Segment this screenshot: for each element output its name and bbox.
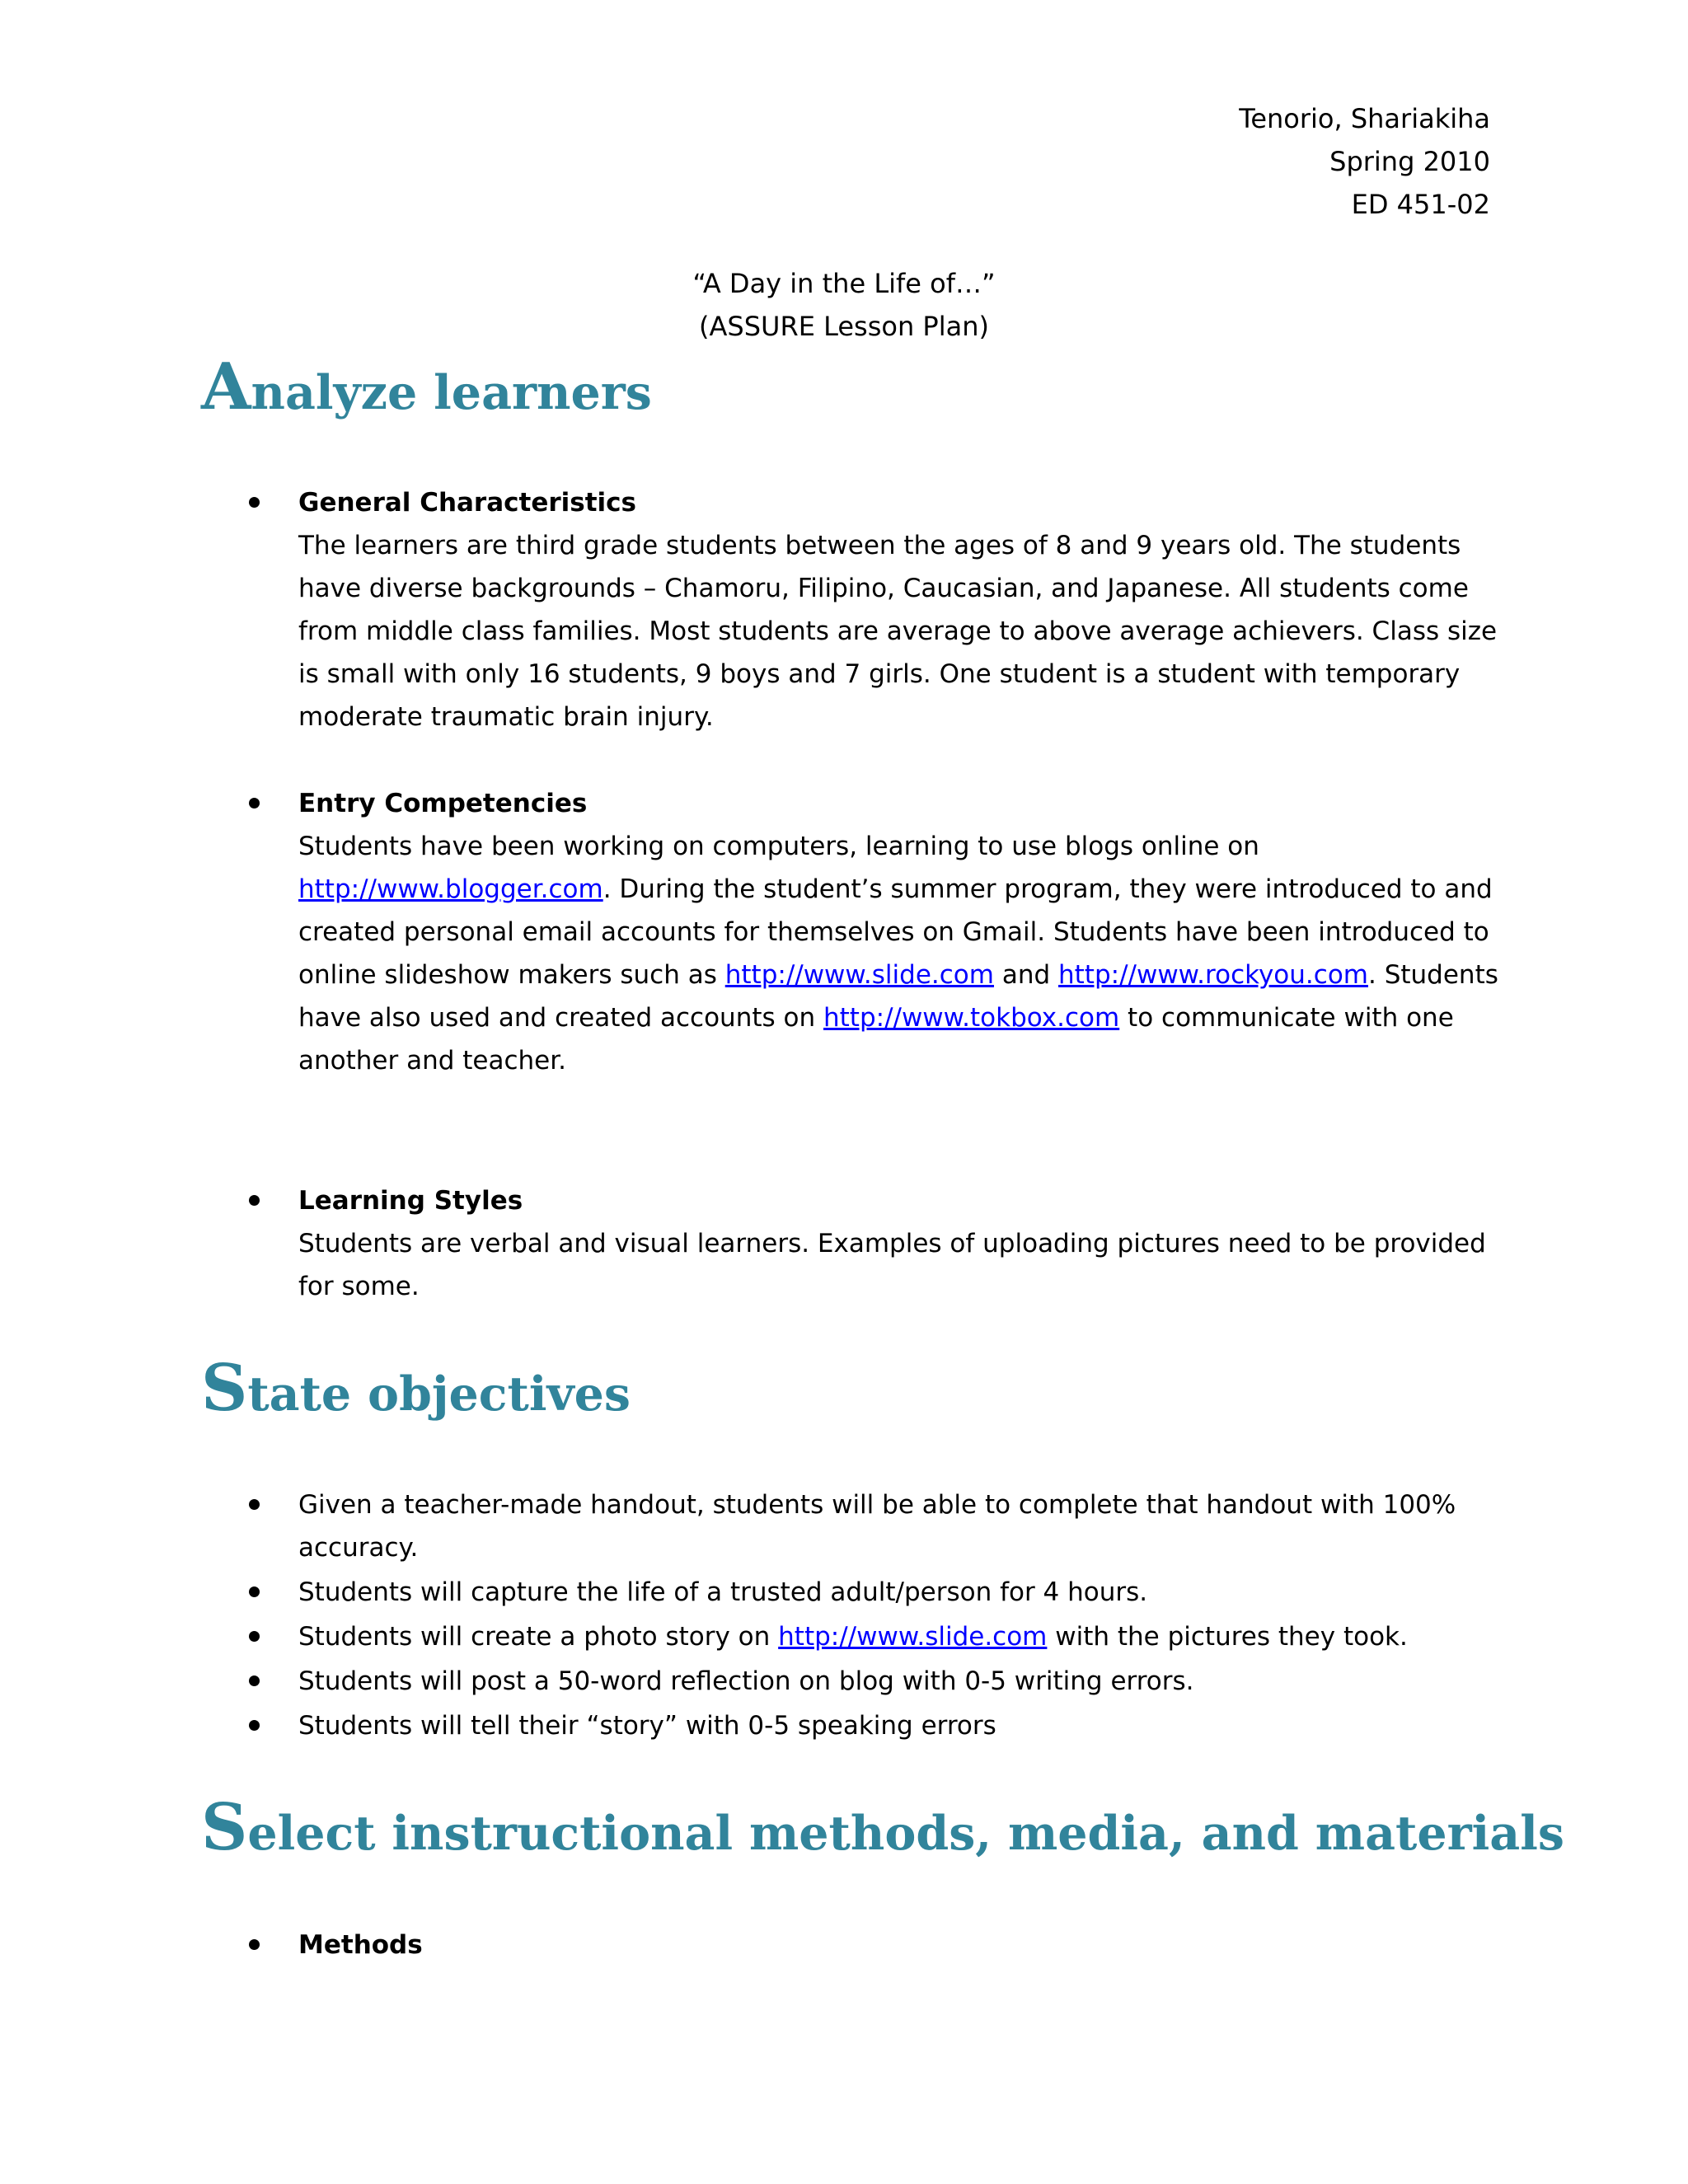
slide-link[interactable]: http://www.slide.com	[778, 1622, 1048, 1652]
list-item-learning-styles	[298, 1179, 1502, 1308]
item-body: The learners are third grade students between the ages of 8 and 9 years old. The students have diverse backgrounds – Chamoru, Filipino, Caucasian, and Japanese. All students come from middle class families. Most students are average to above average achievers. Class size is small with only 16 students, 9 boys and 7 girls. One student is a student with temporary moderate traumatic brain injury.	[298, 531, 1498, 732]
text-segment: . Students have also used and created accounts on	[298, 960, 1498, 1033]
text-segment: . During the student’s summer program, they were introduced to and created personal email accounts for themselves on Gmail. Students have been introduced to online slideshow makers such as	[298, 874, 1493, 990]
item-body	[298, 825, 1502, 1082]
bullet-icon	[247, 1924, 264, 1966]
objective-item: Students will post a 50-word reflection on blog with 0-5 writing errors.	[298, 1666, 1194, 1696]
tokbox-link[interactable]: http://www.tokbox.com	[823, 1003, 1120, 1033]
heading-text: tate objectives	[247, 1366, 631, 1422]
bullet-icon	[247, 481, 264, 524]
course-code: ED 451-02	[1351, 189, 1490, 220]
heading-select-methods	[201, 1790, 1564, 1867]
blogger-link[interactable]: http://www.blogger.com	[298, 874, 603, 904]
objective-item: Students will tell their “story” with 0-5 speaking errors	[298, 1711, 996, 1741]
heading-state-objectives	[201, 1351, 631, 1427]
bullet-icon	[247, 1571, 264, 1614]
text-segment: with the pictures they took.	[1047, 1622, 1408, 1652]
list-item-entry-competencies	[298, 782, 1502, 1082]
author-header	[1239, 97, 1490, 226]
bullet-icon	[247, 1483, 264, 1526]
text-segment: and	[993, 960, 1058, 990]
item-title: General Characteristics	[298, 488, 636, 518]
objective-item: Given a teacher-made handout, students will be able to complete that handout with 100% accuracy.	[298, 1490, 1456, 1563]
author-name: Tenorio, Shariakiha	[1239, 103, 1490, 134]
item-title: Entry Competencies	[298, 789, 588, 818]
term: Spring 2010	[1329, 146, 1490, 177]
bullet-icon	[247, 782, 264, 825]
item-title: Learning Styles	[298, 1186, 523, 1216]
heading-initial: A	[201, 349, 251, 424]
heading-text: elect instructional methods, media, and materials	[247, 1806, 1564, 1861]
list-item-methods	[298, 1924, 1502, 1966]
bullet-icon	[247, 1660, 264, 1703]
heading-text: nalyze learners	[251, 365, 652, 420]
heading-analyze-learners	[201, 349, 652, 426]
rockyou-link[interactable]: http://www.rockyou.com	[1058, 960, 1368, 990]
title-line-1: “A Day in the Life of…”	[692, 268, 996, 299]
bullet-icon	[247, 1179, 264, 1222]
document-title	[0, 262, 1688, 348]
objective-item	[298, 1615, 1502, 1658]
text-segment: Students will create a photo story on	[298, 1622, 779, 1652]
heading-initial: S	[201, 1790, 248, 1865]
objective-item: Students will capture the life of a trusted adult/person for 4 hours.	[298, 1577, 1148, 1607]
bullet-icon	[247, 1704, 264, 1747]
title-line-2: (ASSURE Lesson Plan)	[699, 311, 989, 342]
heading-initial: S	[201, 1351, 248, 1426]
list-item-general-characteristics	[298, 481, 1502, 738]
item-title: Methods	[298, 1930, 423, 1960]
bullet-icon	[247, 1615, 264, 1658]
text-segment: to communicate with one another and teacher.	[298, 1003, 1454, 1076]
slide-link[interactable]: http://www.slide.com	[724, 960, 994, 990]
item-body: Students are verbal and visual learners. Examples of uploading pictures need to be provided for some.	[298, 1229, 1486, 1301]
text-segment: Students have been working on computers, learning to use blogs online on	[298, 832, 1259, 861]
